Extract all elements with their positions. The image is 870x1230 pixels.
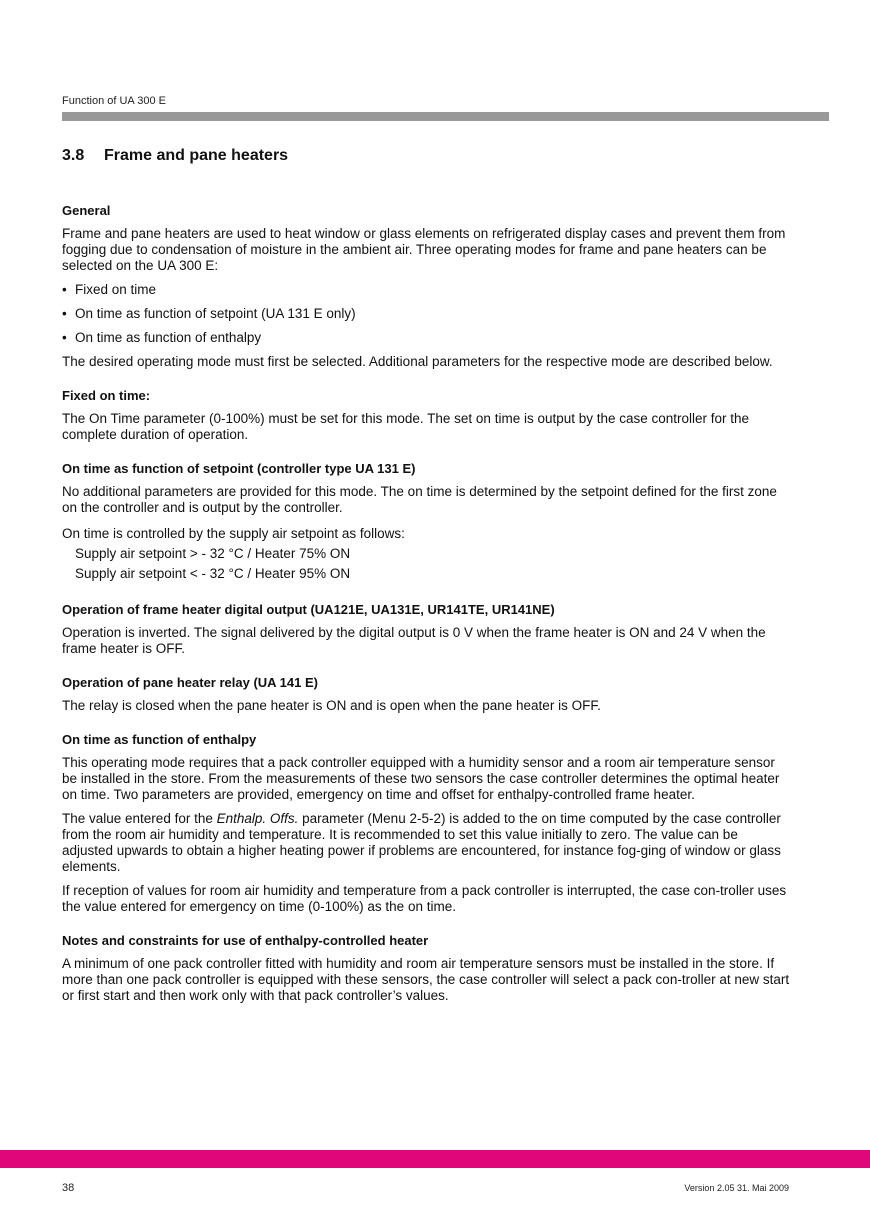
general-heading: General bbox=[62, 203, 111, 218]
page-content bbox=[62, 146, 790, 1012]
list-item: • On time as function of enthalpy bbox=[62, 330, 262, 345]
enthalpy-text-3: If reception of values for room air humidity and temperature from a pack controller is interrupted, the case con-troller uses the value entered for emergency on time (0-100%) as the on time. bbox=[62, 883, 787, 914]
frame-output-text: Operation is inverted. The signal delivered by the digital output is 0 V when the frame heater is ON and 24 V when the frame heater is OFF. bbox=[62, 625, 766, 656]
page-number: 38 bbox=[62, 1182, 75, 1194]
section-title bbox=[62, 146, 790, 166]
mode-list bbox=[62, 282, 790, 346]
fixed-heading: Fixed on time: bbox=[62, 388, 151, 403]
fixed-text: The On Time parameter (0-100%) must be set for this mode. The set on time is output by the case controller for the complete duration of operation. bbox=[62, 411, 750, 442]
section-number: 3.8 bbox=[62, 147, 85, 164]
running-header: Function of UA 300 E bbox=[62, 95, 166, 107]
general-outro: The desired operating mode must first be selected. Additional parameters for the respective mode are described below. bbox=[62, 354, 773, 369]
notes-text: A minimum of one pack controller fitted with humidity and room air temperature sensors must be installed in the store. If more than one pack controller is equipped with these sensors, the case controller will select a pack con-troller at new start or first start and then work only with that pack controller’s values. bbox=[62, 956, 790, 1003]
version-info: Version 2.05 31. Mai 2009 bbox=[684, 1183, 789, 1193]
frame-output-heading: Operation of frame heater digital output (UA121E, UA131E, UR141TE, UR141NE) bbox=[62, 602, 555, 617]
enthalpy-text-2: The value entered for the Enthalp. Offs. parameter (Menu 2-5-2) is added to the on time computed by the case controller from the room air humidity and temperature. It is recommended to set this value initially to zero. The value can be adjusted upwards to obtain a higher heating power if problems are encountered, for instance fog-ging of window or glass elements. bbox=[62, 811, 781, 874]
bullet-icon: • bbox=[62, 306, 67, 321]
setpoint-line-1: Supply air setpoint > - 32 °C / Heater 75% ON bbox=[75, 546, 351, 561]
enthalpy-param-name: Enthalp. Offs. bbox=[216, 811, 299, 826]
header-rule bbox=[62, 112, 829, 121]
bullet-icon: • bbox=[62, 282, 67, 297]
enthalpy-heading: On time as function of enthalpy bbox=[62, 732, 257, 747]
setpoint-text-1: No additional parameters are provided for this mode. The on time is determined by the setpoint defined for the first zone on the controller and is output by the controller. bbox=[62, 484, 777, 515]
notes-heading: Notes and constraints for use of enthalpy-controlled heater bbox=[62, 933, 429, 948]
bullet-icon: • bbox=[62, 330, 67, 345]
list-item: • Fixed on time bbox=[62, 282, 157, 297]
section-title-text: Frame and pane heaters bbox=[104, 147, 289, 164]
pane-relay-text: The relay is closed when the pane heater is ON and is open when the pane heater is OFF. bbox=[62, 698, 601, 713]
list-item: • On time as function of setpoint (UA 131 E only) bbox=[62, 306, 356, 321]
general-intro: Frame and pane heaters are used to heat window or glass elements on refrigerated display cases and prevent them from fogging due to condensation of moisture in the ambient air. Three operating modes for frame and pane heaters can be selected on the UA 300 E: bbox=[62, 226, 786, 273]
setpoint-heading: On time as function of setpoint (controller type UA 131 E) bbox=[62, 461, 416, 476]
footer-accent-bar bbox=[0, 1150, 870, 1168]
pane-relay-heading: Operation of pane heater relay (UA 141 E) bbox=[62, 675, 318, 690]
enthalpy-text-1: This operating mode requires that a pack controller equipped with a humidity sensor and a room air temperature sensor be installed in the store. From the measurements of these two sensors the case controller determines the optimal heater on time. Two parameters are provided, emergency on time and offset for enthalpy-controlled frame heater. bbox=[62, 755, 780, 802]
setpoint-text-2: On time is controlled by the supply air setpoint as follows: bbox=[62, 526, 405, 541]
setpoint-line-2: Supply air setpoint < - 32 °C / Heater 95% ON bbox=[75, 566, 351, 581]
